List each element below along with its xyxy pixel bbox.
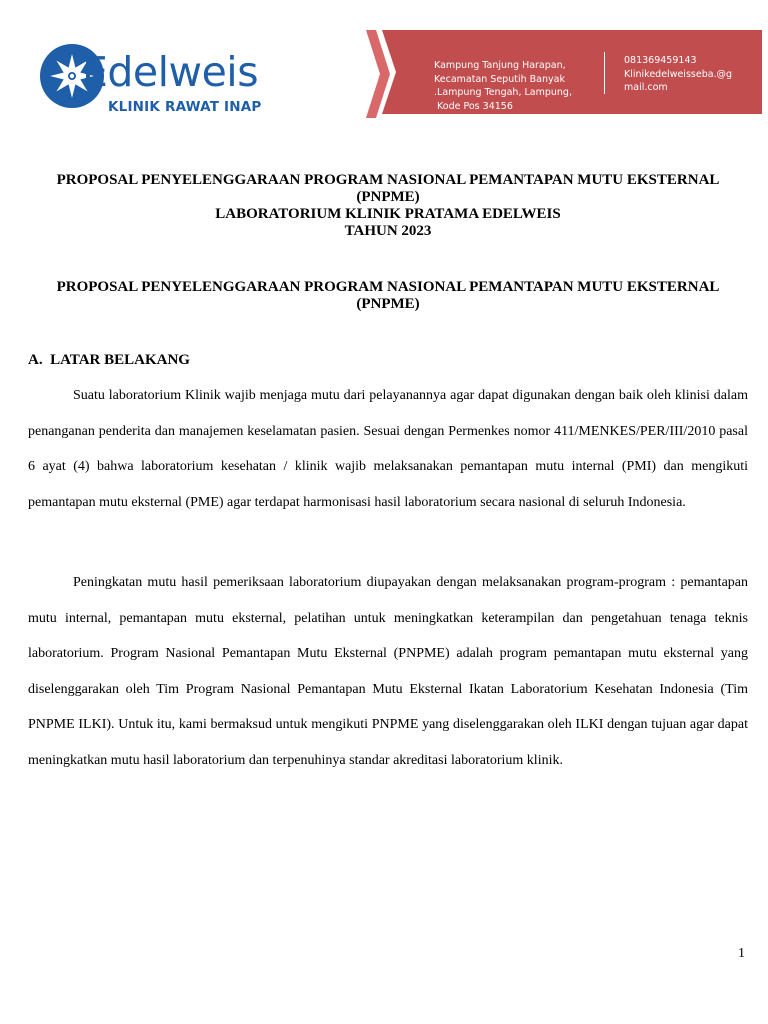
document-subtitle xyxy=(28,279,748,313)
letterhead xyxy=(0,0,768,150)
title-line: PROPOSAL PENYELENGGARAAN PROGRAM NASIONAL PEMANTAPAN MUTU EKSTERNAL xyxy=(56,172,720,188)
subtitle-line: (PNPME) xyxy=(356,296,420,312)
clinic-contact xyxy=(624,54,754,95)
address-line: Kode Pos 34156 xyxy=(434,100,513,112)
clinic-address xyxy=(434,59,584,113)
contact-phone: 081369459143 xyxy=(624,55,697,66)
document-title xyxy=(28,172,748,240)
body-paragraph: Suatu laboratorium Klinik wajib menjaga mutu dari pelayanannya agar dapat digunakan dengan baik oleh klinisi dalam penanganan penderita dan manajemen keselamatan pasien. Sesuai dengan Permenkes nomor 411/MENKES/PER/III/2010 pasal 6 ayat (4) bahwa laboratorium kesehatan / klinik wajib melaksanakan pemantapan mutu internal (PMI) dan mengikuti pemantapan mutu eksternal (PME) agar terdapat harmonisasi hasil laboratorium secara nasional di seluruh Indonesia. xyxy=(28,388,748,510)
logo-subtitle: KLINIK RAWAT INAP xyxy=(108,99,262,115)
contact-banner xyxy=(362,26,768,122)
subtitle-line: PROPOSAL PENYELENGGARAAN PROGRAM NASIONAL PEMANTAPAN MUTU EKSTERNAL xyxy=(56,279,720,295)
clinic-logo xyxy=(38,42,262,122)
address-line: Kecamatan Seputih Banyak xyxy=(434,73,565,85)
contact-email: mail.com xyxy=(624,82,668,93)
body-paragraph: Peningkatan mutu hasil pemeriksaan laboratorium diupayakan dengan melaksanakan program-program : pemantapan mutu internal, pemantapan mutu eksternal, pelatihan untuk meningkatkan keterampilan dan pengetahuan tenaga teknis laboratorium. Program Nasional Pemantapan Mutu Eksternal (PNPME) adalah program pemantapan mutu eksternal yang diselenggarakan oleh Tim Program Nasional Pemantapan Mutu Eksternal Ikatan Laboratorium Kesehatan Indonesia (Tim PNPME ILKI). Untuk itu, kami bermaksud untuk mengikuti PNPME yang diselenggarakan oleh ILKI dengan tujuan agar dapat meningkatkan mutu hasil laboratorium dan terpenuhinya standar akreditasi laboratorium klinik. xyxy=(28,575,748,768)
contact-email: Klinikedelweisseba.@g xyxy=(624,68,733,80)
address-line: Kampung Tanjung Harapan, xyxy=(434,60,566,71)
logo-wordmark: Edelweis xyxy=(82,48,259,96)
title-line: TAHUN 2023 xyxy=(344,223,432,239)
page-number: 1 xyxy=(738,946,745,961)
banner-divider xyxy=(604,52,605,94)
section-heading: A. LATAR BELAKANG xyxy=(28,352,190,368)
title-line: (PNPME) xyxy=(356,189,420,205)
address-line: .Lampung Tengah, Lampung, xyxy=(434,87,572,98)
title-line: LABORATORIUM KLINIK PRATAMA EDELWEIS xyxy=(215,206,561,222)
